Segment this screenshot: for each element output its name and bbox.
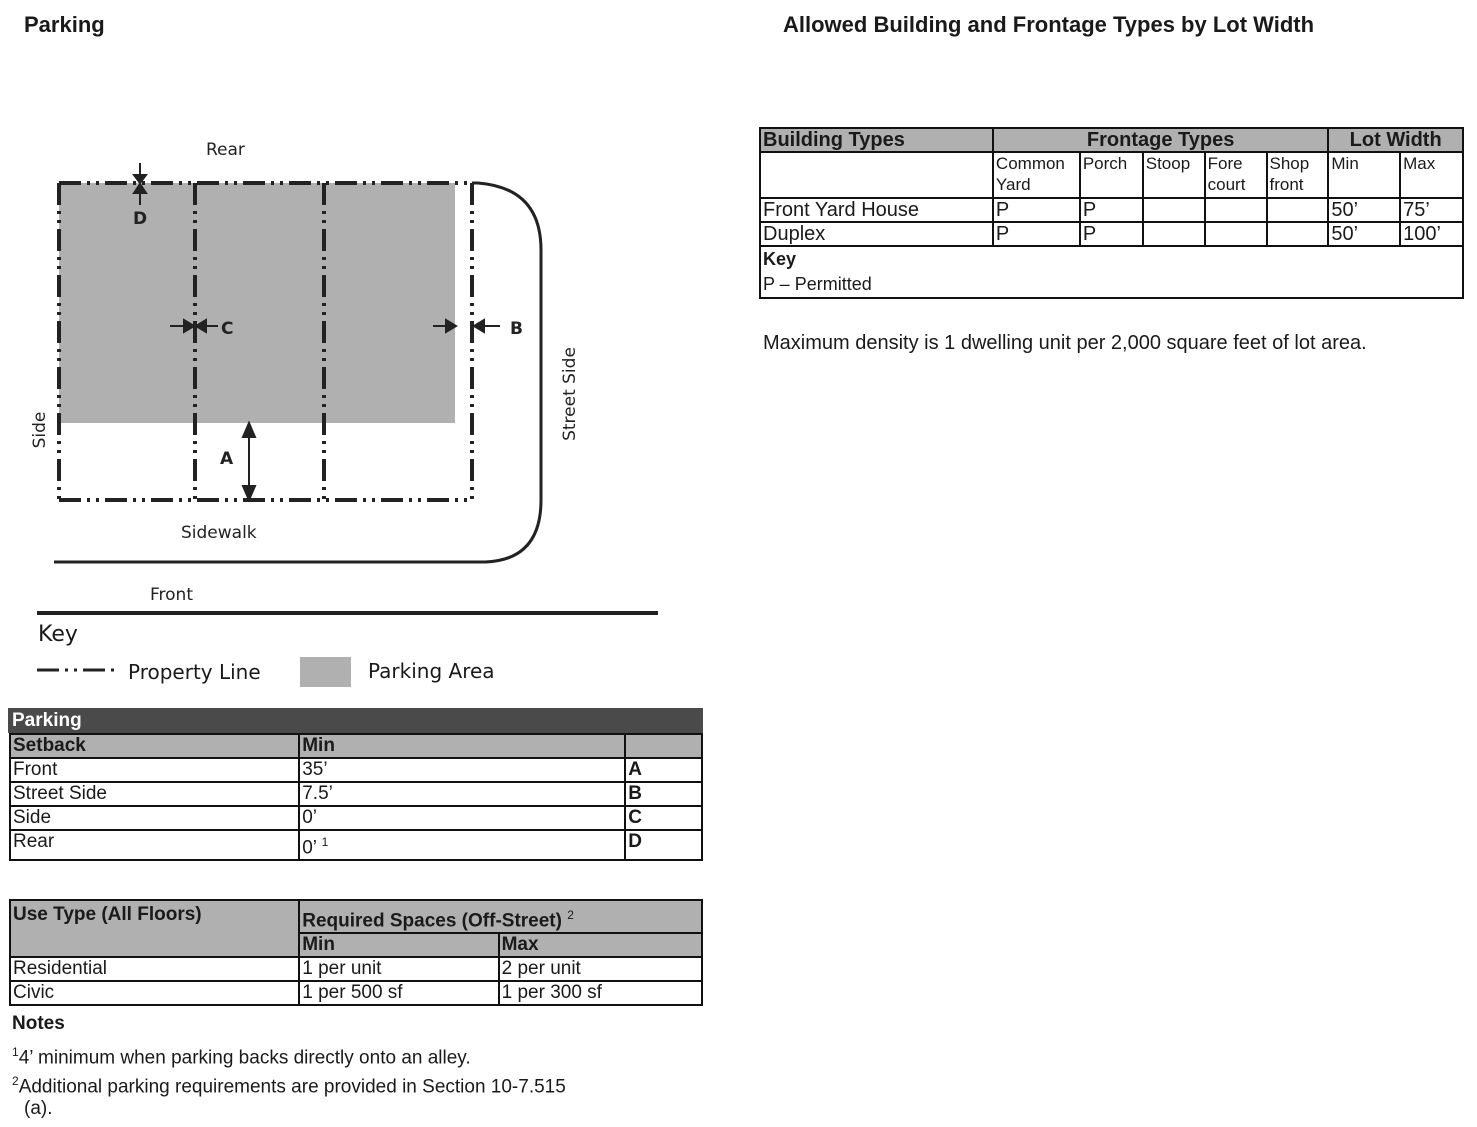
cell-fore-court: [1205, 198, 1267, 222]
setback-name: Street Side: [10, 782, 299, 806]
use-type: Residential: [10, 957, 299, 981]
key-divider: [37, 611, 658, 615]
header-use-type: Use Type (All Floors): [10, 900, 299, 957]
subheader-max: Max: [1400, 152, 1463, 198]
setback-letter: D: [625, 830, 702, 860]
subheader-line: Shop: [1269, 154, 1310, 173]
table-row: [10, 981, 702, 1005]
subheader-min: Min: [1328, 152, 1400, 198]
subheader-porch: Porch: [1080, 152, 1143, 198]
setback-name: Side: [10, 806, 299, 830]
subheader-fore-court: [1205, 152, 1267, 198]
spaces-min: 1 per unit: [299, 957, 498, 981]
note-text: Additional parking requirements are provided in Section 10-7.515: [18, 1076, 566, 1098]
cell-shop-front: [1267, 222, 1329, 246]
header-letter: [625, 734, 702, 758]
setback-name: Front: [10, 758, 299, 782]
setback-letter: C: [625, 806, 702, 830]
note-2: [12, 1067, 566, 1101]
subheader-common-yard: [993, 152, 1080, 198]
setback-min-value: 7.5’: [302, 783, 333, 804]
cell-common-yard: P: [993, 198, 1080, 222]
cell-min: 50’: [1328, 222, 1400, 246]
cell-shop-front: [1267, 198, 1329, 222]
table-row: [10, 806, 702, 830]
header-building-types: Building Types: [760, 128, 993, 152]
cell-stoop: [1143, 222, 1205, 246]
setback-min: [299, 782, 625, 806]
cell-porch: P: [1080, 222, 1143, 246]
label-side: Side: [30, 411, 50, 449]
spaces-max: 1 per 300 sf: [499, 981, 702, 1005]
key-parking-area: Parking Area: [368, 659, 495, 683]
spaces-max: 2 per unit: [499, 957, 702, 981]
building-type: Front Yard House: [760, 198, 993, 222]
subheader-line: Yard: [995, 175, 1031, 194]
setback-table: [9, 733, 703, 861]
setback-table-title: Parking: [8, 708, 703, 733]
setback-min-value: 0’: [302, 837, 317, 859]
label-sidewalk: Sidewalk: [181, 523, 257, 543]
label-front: Front: [150, 585, 193, 605]
letter-c: C: [221, 319, 234, 339]
building-types-title: Allowed Building and Frontage Types by Lot Width: [783, 12, 1315, 37]
letter-a: A: [220, 449, 234, 469]
header-frontage-types: Frontage Types: [993, 128, 1328, 152]
property-line-swatch: [36, 664, 116, 676]
cell-max: 100’: [1400, 222, 1463, 246]
letter-d: D: [133, 209, 148, 229]
setback-min: [299, 758, 625, 782]
setback-header-row: [10, 734, 702, 758]
parking-area-swatch: [300, 657, 351, 687]
parking-title: Parking: [24, 12, 105, 37]
header-min: Min: [299, 933, 498, 957]
density-note: Maximum density is 1 dwelling unit per 2,000 square feet of lot area.: [763, 332, 1367, 354]
table-key-title: Key: [763, 249, 797, 269]
use-type: Civic: [10, 981, 299, 1005]
key-cell: [760, 246, 1463, 298]
cell-porch: P: [1080, 198, 1143, 222]
parking-diagram: [0, 130, 700, 610]
subheader-line: Common: [995, 154, 1065, 173]
key-property-line: Property Line: [128, 660, 261, 684]
cell-stoop: [1143, 198, 1205, 222]
subheader-line: front: [1269, 175, 1304, 194]
spaces-min: 1 per 500 sf: [299, 981, 498, 1005]
note-2-continuation: (a).: [24, 1098, 53, 1119]
required-spaces-table: [9, 899, 703, 1006]
cell-fore-court: [1205, 222, 1267, 246]
subheader-stoop: Stoop: [1143, 152, 1205, 198]
cell-common-yard: P: [993, 222, 1080, 246]
table-row: [10, 782, 702, 806]
label-street-side: Street Side: [560, 347, 580, 441]
subheader-shop-front: [1267, 152, 1329, 198]
required-spaces-label: Required Spaces (Off-Street): [302, 910, 562, 932]
table-row: [10, 758, 702, 782]
header-required-spaces: [299, 900, 702, 933]
letter-b: B: [510, 319, 523, 339]
header-max: Max: [499, 933, 702, 957]
table-key-text: P – Permitted: [763, 274, 872, 294]
table-row: [760, 198, 1463, 222]
setback-min: [299, 806, 625, 830]
parking-area: [59, 183, 455, 423]
footnote-marker: 2: [12, 1074, 19, 1088]
setback-letter: A: [625, 758, 702, 782]
header-setback: Setback: [10, 734, 299, 758]
setback-min: [299, 830, 625, 860]
header-lot-width: Lot Width: [1328, 128, 1463, 152]
table-row: [10, 957, 702, 981]
footnote-marker: 1: [12, 1045, 19, 1059]
note-text: 4’ minimum when parking backs directly onto an alley.: [18, 1047, 471, 1069]
footnote-ref: 2: [567, 908, 574, 922]
subheader-blank: [760, 152, 993, 198]
subheader-line: Fore: [1207, 154, 1243, 173]
cell-min: 50’: [1328, 198, 1400, 222]
header-min: Min: [299, 734, 625, 758]
setback-min-value: 0’: [302, 807, 318, 828]
table-row: [760, 222, 1463, 246]
building-type: Duplex: [760, 222, 993, 246]
setback-min-value: 35’: [302, 759, 328, 780]
cell-max: 75’: [1400, 198, 1463, 222]
label-rear: Rear: [206, 140, 245, 160]
subheader-line: court: [1207, 175, 1246, 194]
key-title: Key: [38, 622, 78, 647]
notes-title: Notes: [12, 1013, 65, 1034]
setback-letter: B: [625, 782, 702, 806]
building-types-table: [759, 127, 1464, 299]
footnote-ref: 1: [321, 835, 329, 849]
setback-name: Rear: [10, 830, 299, 860]
table-row: [10, 830, 702, 860]
